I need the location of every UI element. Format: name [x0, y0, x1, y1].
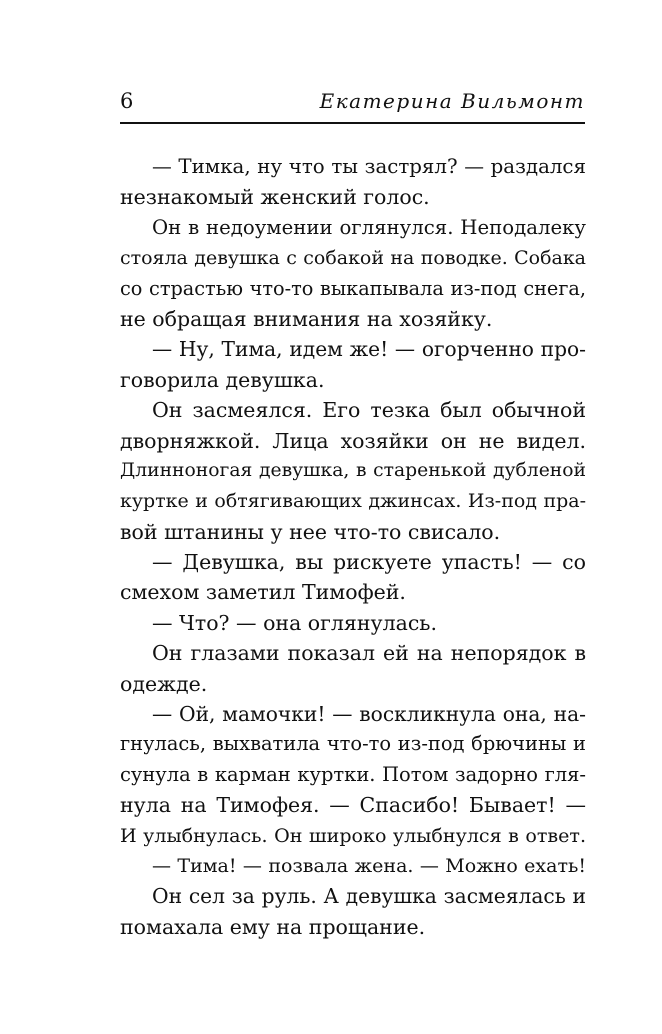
- text-line: Он сел за руль. А девушка засмеялась и: [152, 884, 586, 909]
- text-line: говорила девушка.: [120, 367, 325, 392]
- text-line: — Тима! — позвала жена. — Можно ехать!: [152, 854, 586, 877]
- text-line: Он глазами показал ей на непорядок в: [152, 641, 586, 666]
- text-line: не обращая внимания на хозяйку.: [120, 306, 493, 331]
- text-line: — Что? — она оглянулась.: [152, 610, 437, 635]
- text-line: вой штанины у нее что-то свисало.: [120, 519, 501, 544]
- text-line: Длинноногая девушка, в старенькой дубленой: [120, 459, 586, 481]
- text-line: со страстью что-то выкапывала из-под снега,: [120, 276, 586, 300]
- text-line: смехом заметил Тимофей.: [120, 580, 406, 605]
- text-line: сунула в карман куртки. Потом задорно гля-: [120, 762, 586, 786]
- text-line: Он в недоумении оглянулся. Неподалеку: [152, 215, 586, 239]
- text-line: — Ой, мамочки! — воскликнула она, на-: [152, 702, 586, 727]
- text-line: И улыбнулась. Он широко улыбнулся в ответ.: [120, 824, 586, 847]
- text-line: Он засмеялся. Его тезка был обычной: [152, 398, 586, 423]
- text-line: — Ну, Тима, идем же! — огорченно про-: [152, 337, 586, 362]
- header-rule: [120, 122, 585, 124]
- text-line: нула на Тимофея. — Спасибо! Бывает! —: [120, 793, 586, 818]
- text-line: незнакомый женский голос.: [120, 185, 430, 210]
- text-line: куртке и обтягивающих джинсах. Из-под пра-: [120, 490, 586, 513]
- text-line: — Тимка, ну что ты застрял? — раздался: [152, 155, 586, 178]
- page-number: 6: [120, 89, 134, 113]
- text-line: дворняжкой. Лица хозяйки он не видел.: [120, 428, 586, 453]
- text-line: стояла девушка с собакой на поводке. Собака: [120, 247, 586, 270]
- text-line: одежде.: [120, 671, 208, 696]
- running-title: Екатерина Вильмонт: [319, 89, 585, 113]
- text-line: гнулась, выхватила что-то из-под брючины и: [120, 732, 586, 756]
- body-text: [120, 152, 586, 942]
- text-line: помахала ему на прощание.: [120, 914, 426, 939]
- text-line: — Девушка, вы рискуете упасть! — со: [152, 550, 586, 575]
- page-header: [120, 88, 585, 120]
